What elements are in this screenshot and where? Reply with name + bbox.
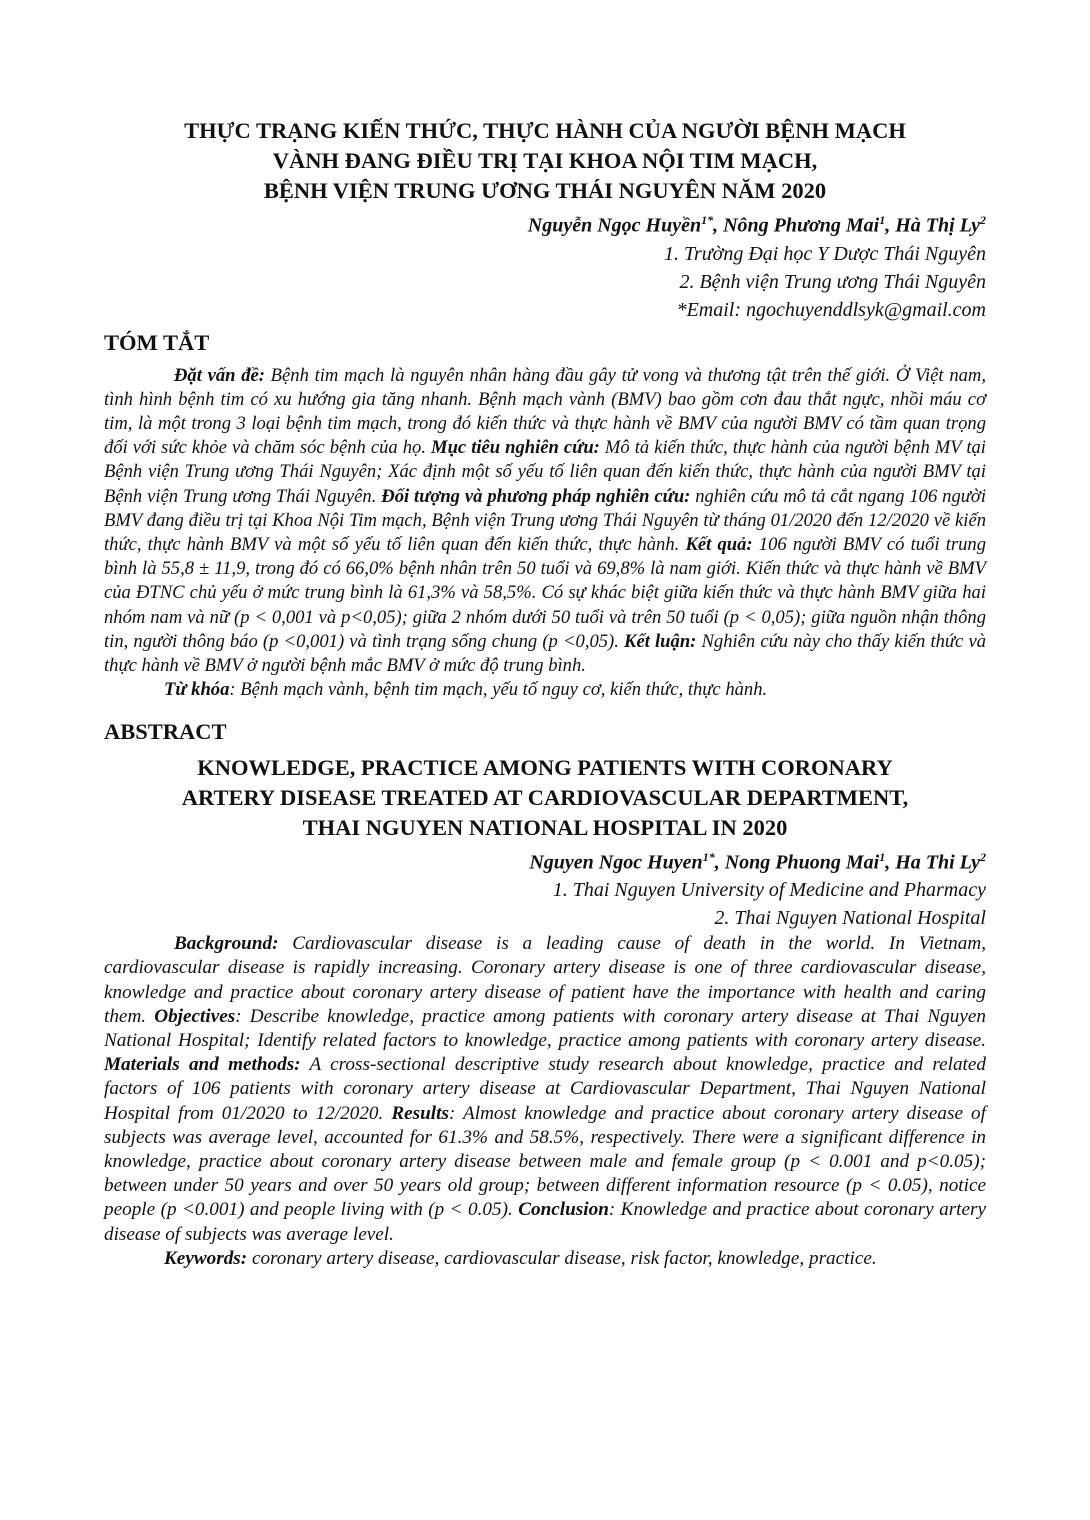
author-affiliation-mark: 1 (879, 213, 886, 227)
paper-title-vn (104, 116, 986, 206)
title-line: KNOWLEDGE, PRACTICE AMONG PATIENTS WITH CORONARY (197, 754, 893, 780)
keywords-text: : Bệnh mạch vành, bệnh tim mạch, yếu tố nguy cơ, kiến thức, thực hành. (229, 679, 768, 701)
abstract-text: Nghiên cứu này cho thấy kiến thức và thực hành về BMV ở người bệnh mắc BMV ở mức độ trung bình. (104, 630, 987, 677)
abstract-text: : Almost knowledge and practice about coronary artery disease of subjects was average level, accounted for 61.3% and 58.5%, respectively. There were a significant difference in knowledge, practice about coronary artery disease between male and female group (p < 0.001 and p<0.05); between under 50 years and over 50 years old group; between different information resource (p < 0.05), notice people (p <0.001) and people living with (p < 0.05). (104, 1102, 986, 1221)
author-affiliation-mark: 1* (701, 213, 714, 227)
keywords-en (104, 1247, 986, 1271)
affiliation-line: 2. Bệnh viện Trung ương Thái Nguyên (679, 270, 986, 293)
abstract-text: nghiên cứu mô tả cắt ngang 106 người BMV đang điều trị tại Khoa Nội Tim mạch, Bệnh viện Trung ương Thái Nguyên từ tháng 01/2020 đến 12/2020 về kiến thức, thực hành BMV và một số yếu tố liên quan đến kiến thức, thực hành. (104, 485, 987, 556)
abstract-label: Results (391, 1102, 449, 1124)
author-name: Hà Thị Ly (895, 214, 980, 237)
abstract-label: Background: (174, 933, 279, 955)
author-affiliation-mark: 1 (879, 849, 886, 864)
affiliation-line: 1. Trường Đại học Y Dược Thái Nguyên (663, 242, 986, 265)
keywords-label: Keywords: (164, 1247, 248, 1269)
abstract-label: Đặt vấn đề: (174, 364, 265, 386)
abstract-label: Đối tượng và phương pháp nghiên cứu: (381, 485, 691, 507)
abstract-label: Conclusion (518, 1199, 609, 1221)
abstract-vn (104, 364, 986, 679)
english-section (104, 717, 986, 1272)
title-line: BỆNH VIỆN TRUNG ƯƠNG THÁI NGUYÊN NĂM 2020 (263, 178, 827, 203)
affiliation-line: *Email: ngochuyenddlsyk@gmail.com (676, 298, 986, 321)
abstract-label: Objectives (154, 1005, 236, 1027)
abstract-text: : Knowledge and practice about coronary artery disease of subjects was average level. (104, 1199, 986, 1245)
section-heading-abstract: ABSTRACT (104, 718, 227, 744)
keywords-text: coronary artery disease, cardiovascular disease, risk factor, knowledge, practice. (247, 1247, 877, 1269)
author-list-vn: Nguyễn Ngọc Huyền$^{1*}$, Nông Phương Mai$^1$, Hà Thị Ly$^2$ (527, 213, 986, 237)
title-line: ARTERY DISEASE TREATED AT CARDIOVASCULAR DEPARTMENT, (181, 784, 909, 810)
abstract-text: : Describe knowledge, practice among patients with coronary artery disease at Thai Nguyen National Hospital; Identify related factors to knowledge, practice among patients with coronary artery disease. (104, 1005, 986, 1051)
author-affiliation-mark: 1* (702, 849, 715, 864)
abstract-en (104, 932, 986, 1247)
abstract-label: Kết quả: (685, 534, 753, 556)
vietnamese-section (104, 116, 986, 703)
paper-title-en (104, 753, 986, 843)
abstract-text: 106 người BMV có tuổi trung bình là 55,8 ± 11,9, trong đó có 66,0% bệnh nhân trên 50 tuổi và 69,8% là nam giới. Kiến thức và thực hành về BMV của ĐTNC chủ yếu ở mức trung bình là 61,3% và 58,5%. Có sự khác biệt giữa kiến thức và thực hành BMV giữa hai nhóm nam và nữ (p < 0,001 và p<0,05); giữa 2 nhóm dưới 50 tuổi và trên 50 tuổi (p < 0,05); giữa nguồn nhận thông tin, người thông báo (p <0,001) và tình trạng sống chung (p <0,05). (104, 534, 986, 652)
title-line: VÀNH ĐANG ĐIỀU TRỊ TẠI KHOA NỘI TIM MẠCH, (272, 148, 818, 173)
author-name: Nguyen Ngoc Huyen (529, 851, 703, 874)
affiliations-en (104, 876, 986, 932)
author-list-en: Nguyen Ngoc Huyen$^{1*}$, Nong Phuong Mai$^1$, Ha Thi Ly$^2$ (529, 849, 986, 874)
abstract-label: Materials and methods: (104, 1054, 301, 1076)
keywords-label: Từ khóa (164, 679, 230, 701)
keywords-vn (104, 678, 986, 702)
affiliations-vn (104, 240, 986, 324)
paper-page (104, 116, 986, 1271)
author-name: Nông Phương Mai (723, 214, 880, 237)
author-affiliation-mark: 2 (980, 849, 986, 864)
author-name: Ha Thi Ly (895, 851, 980, 874)
abstract-text: Cardiovascular disease is a leading cause of death in the world. In Vietnam, cardiovascular disease is rapidly increasing. Coronary artery disease is one of three cardiovascular disease, knowledge and practice about coronary artery disease of patient have the importance with health and caring them. (104, 933, 986, 1027)
affiliation-line: 2. Thai Nguyen National Hospital (714, 907, 986, 930)
title-line: THAI NGUYEN NATIONAL HOSPITAL IN 2020 (302, 814, 788, 840)
abstract-label: Kết luận: (624, 630, 697, 652)
section-heading-tom-tat: TÓM TẮT (104, 329, 210, 355)
abstract-text: A cross-sectional descriptive study research about knowledge, practice and related factors of 106 patients with coronary artery disease at Cardiovascular Department, Thai Nguyen National Hospital from 01/2020 to 12/2020. (104, 1054, 986, 1124)
abstract-label: Mục tiêu nghiên cứu: (431, 437, 600, 459)
abstract-text: Mô tả kiến thức, thực hành của người bệnh MV tại Bệnh viện Trung ương Thái Nguyên; Xác định một số yếu tố liên quan đến kiến thức, thực hành của người BMV tại Bệnh viện Trung ương Thái Nguyên. (104, 437, 986, 507)
author-name: Nguyễn Ngọc Huyền (527, 214, 702, 237)
affiliation-line: 1. Thai Nguyen University of Medicine and Pharmacy (552, 879, 986, 902)
author-name: Nong Phuong Mai (724, 851, 880, 874)
author-affiliation-mark: 2 (980, 213, 986, 227)
title-line: THỰC TRẠNG KIẾN THỨC, THỰC HÀNH CỦA NGƯỜI BỆNH MẠCH (184, 118, 906, 143)
abstract-text: Bệnh tim mạch là nguyên nhân hàng đầu gây tử vong và thương tật trên thế giới. Ở Việt nam, tình hình bệnh tim có xu hướng gia tăng nhanh. Bệnh mạch vành (BMV) bao gồm cơn đau thắt ngực, nhồi máu cơ tim, là một trong 3 loại bệnh tim mạch, trong đó kiến thức và thực hành về BMV của người BMV có tầm quan trọng đối với sức khỏe và chăm sóc bệnh của họ. (104, 364, 986, 459)
